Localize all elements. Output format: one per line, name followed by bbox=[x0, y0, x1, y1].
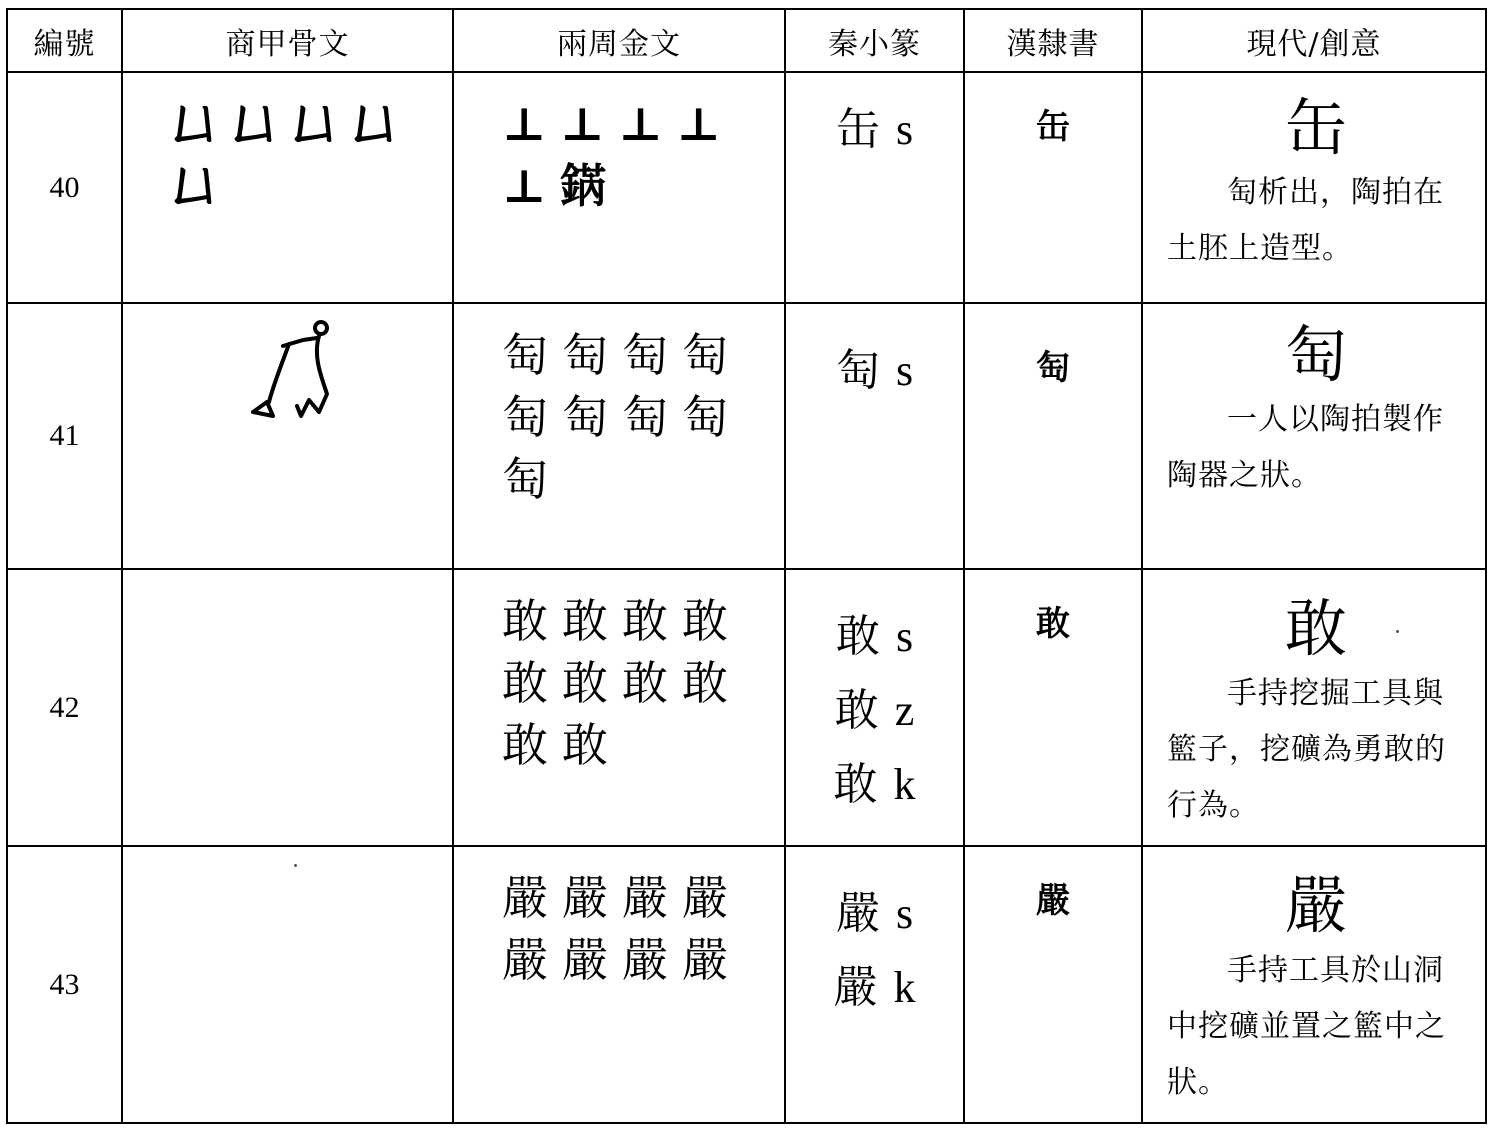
modern-cell bbox=[1143, 570, 1485, 845]
oracle-bone-glyphs bbox=[123, 570, 452, 845]
seal-glyph: 缶 bbox=[835, 104, 880, 155]
bronze-glyphs: 敢敢敢敢 敢敢敢敢 敢敢 bbox=[502, 594, 742, 772]
row-number: 42 bbox=[49, 690, 80, 724]
bronze-glyphs: 嚴嚴嚴嚴 嚴嚴嚴嚴 bbox=[502, 871, 742, 987]
small-seal-glyphs bbox=[786, 847, 963, 1122]
character-description: 手持挖掘工具與籃子，挖礦為勇敢的行為。 bbox=[1167, 676, 1446, 823]
modern-character: 敢 bbox=[1284, 592, 1347, 665]
seal-glyph: 嚴 bbox=[835, 888, 880, 939]
seal-entry bbox=[786, 674, 963, 748]
bronze-glyphs: 匋匋匋匋 匋匋匋匋 匋 bbox=[502, 328, 742, 506]
seal-source-tag: s bbox=[895, 889, 914, 938]
character-description: 一人以陶拍製作陶器之狀。 bbox=[1167, 402, 1444, 493]
small-seal-glyphs bbox=[786, 570, 963, 845]
character-description: 匋析出，陶拍在土胚上造型。 bbox=[1167, 175, 1444, 266]
header-bronze: 兩周金文 bbox=[557, 26, 681, 62]
seal-entry bbox=[786, 951, 963, 1025]
row-number: 41 bbox=[49, 419, 80, 452]
seal-glyph: 嚴 bbox=[833, 962, 878, 1013]
clerical-glyph: 嚴 bbox=[1036, 881, 1070, 921]
header-modern: 現代/創意 bbox=[1246, 26, 1382, 62]
header-clerical: 漢隸書 bbox=[1006, 26, 1100, 62]
header-small-seal: 秦小篆 bbox=[828, 26, 921, 62]
modern-cell bbox=[1143, 847, 1485, 1122]
modern-character: 缶 bbox=[1284, 91, 1347, 164]
seal-source-tag: k bbox=[893, 760, 916, 809]
seal-entry bbox=[786, 748, 963, 822]
table-border-right bbox=[1485, 8, 1487, 1124]
seal-entry bbox=[786, 334, 963, 408]
clerical-glyph: 匋 bbox=[1036, 348, 1070, 388]
seal-glyph: 敢 bbox=[833, 759, 878, 810]
modern-character: 嚴 bbox=[1284, 869, 1347, 942]
row-number: 40 bbox=[49, 170, 80, 204]
row-number: 43 bbox=[49, 967, 80, 1001]
seal-source-tag: k bbox=[893, 963, 916, 1012]
seal-glyph: 敢 bbox=[834, 685, 879, 736]
header-number: 編號 bbox=[33, 26, 96, 62]
small-seal-glyphs bbox=[786, 73, 963, 302]
modern-cell bbox=[1143, 304, 1485, 568]
modern-character: 匋 bbox=[1284, 318, 1347, 391]
seal-source-tag: s bbox=[895, 105, 914, 154]
clerical-glyph: 敢 bbox=[1036, 604, 1070, 644]
clerical-glyph: 缶 bbox=[1036, 107, 1070, 147]
seal-glyph: 匋 bbox=[835, 345, 880, 396]
oracle-bone-figure-icon bbox=[243, 316, 343, 426]
seal-entry bbox=[786, 93, 963, 167]
oracle-bone-glyphs: 𠙴𠙴𠙴𠙴 𠙴 bbox=[171, 97, 411, 213]
seal-entry bbox=[786, 877, 963, 951]
table-border-bottom bbox=[6, 1122, 1487, 1124]
seal-source-tag: s bbox=[895, 346, 914, 395]
header-oracle-bone: 商甲骨文 bbox=[225, 26, 350, 62]
seal-entry bbox=[786, 600, 963, 674]
seal-glyph: 敢 bbox=[835, 611, 880, 662]
seal-source-tag: z bbox=[894, 686, 915, 735]
modern-cell bbox=[1143, 73, 1485, 302]
oracle-bone-glyphs bbox=[123, 304, 452, 568]
scan-speck bbox=[1396, 630, 1399, 633]
bronze-glyphs: ⊥⊥⊥⊥ ⊥𨧨 bbox=[502, 97, 735, 213]
character-table bbox=[6, 8, 1487, 1124]
character-description: 手持工具於山洞中挖礦並置之籃中之狀。 bbox=[1167, 953, 1446, 1100]
oracle-bone-glyphs bbox=[123, 847, 452, 1122]
scan-speck bbox=[294, 864, 297, 867]
small-seal-glyphs bbox=[786, 304, 963, 568]
seal-source-tag: s bbox=[895, 612, 914, 661]
